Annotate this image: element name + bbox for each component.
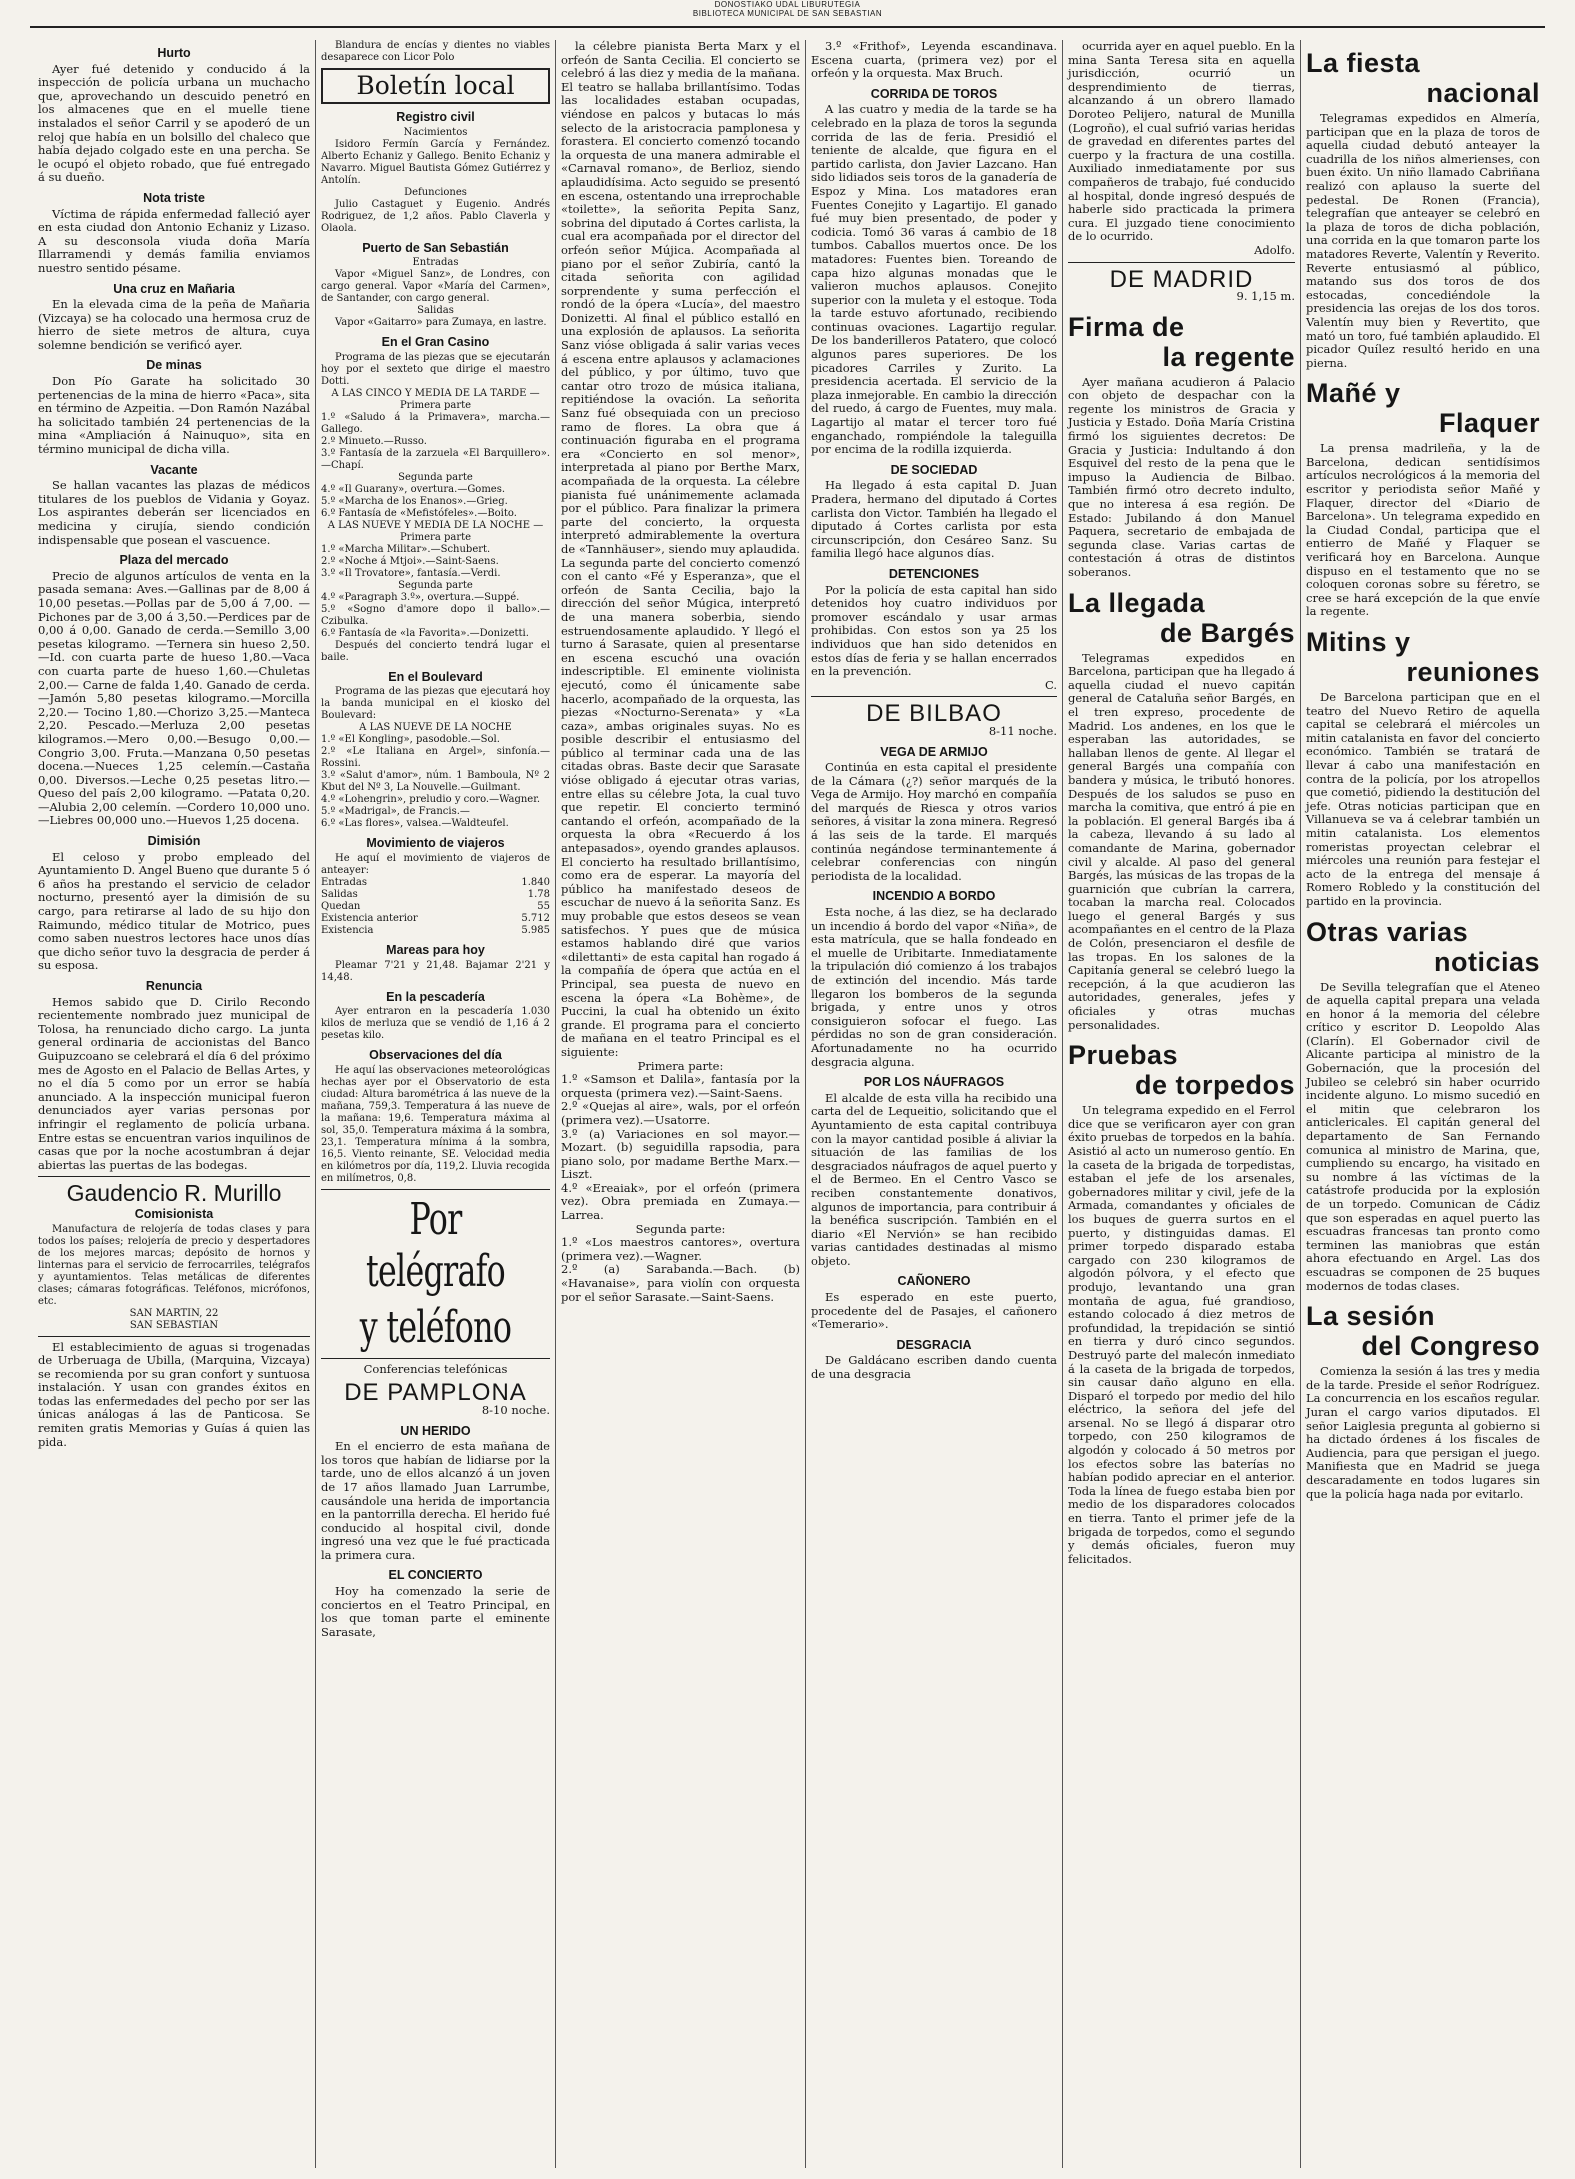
story-body: Ayer mañana acudieron á Palacio con objeto de despachar con la regente los ministros de Gracia y Justicia y Estado. Doña María Cristina firmó los siguientes decretos: De Gracia y Justicia: Indultando á don Esquivel del resto de la pena que le impuso la Audiencia de Bilbao. También firmó otro decreto indulto, que no interesa á esa región. De Estado: Jubilando á don Manuel Paquera, secretario de embajada de segunda clase. Varias cartas de contestación á otras de distintos soberanos. xyxy=(1068,374,1295,579)
program-item: 1.º «Los maestros cantores», overtura (primera vez).—Wagner. xyxy=(561,1235,800,1263)
section-title: Puerto de San Sebastián xyxy=(362,240,509,255)
program-item: 3.º Fantasía de la zarzuela «El Barquillero».—Chapí. xyxy=(321,447,550,471)
story-body: El alcalde de esta villa ha recibido una carta del de Lequeitio, solicitando que el Ayuntamiento de esta capital contribuya con la mayor cantidad posible á aliviar la situación de las familias de los desgraciados náufragos de aquel puerto y el de Bermeo. En el Centro Vasco se reciben constantemente donativos, algunos de importancia, para contribuir á la benéfica suscripción. También en el diario «El Nervión» se han recibido varias cantidades destinadas al mismo objeto. xyxy=(811,1090,1057,1268)
column-2 xyxy=(315,40,555,2168)
signature: Adolfo. xyxy=(1254,242,1295,257)
section-body: Ayer entraron en la pescadería 1.030 kilos de merluza que se vendió de 1,16 á 2 pesetas kilo. xyxy=(321,1006,550,1042)
ad-address-1: SAN MARTIN, 22 xyxy=(129,1307,219,1319)
city-header: DE BILBAO xyxy=(866,700,1002,728)
divider xyxy=(321,1358,550,1359)
telegraph-title: Por telégrafo xyxy=(365,1193,505,1297)
dispatch-time: 8-10 noche. xyxy=(481,1402,550,1417)
story-body: Telegramas expedidos en Barcelona, participan que ha llegado á aquella ciudad el nuevo capitán general de Cataluña señor Bargés, en el tren expreso, procedente de Madrid. Los andenes, en los que le esperaban las autoridades, se hallaban llenos de gente. Al llegar el general Bargés una compañía con bandera y música, le tributó honores. Después de los saludos se puso en marcha la comitiva, que entró á pie en la población. El general Bargés iba á la cabeza, llevando á su lado al comandante de Marina, gobernador civil y alcalde. Al paso del general Bargés, las músicas de las tropas de la guarnición que cubrían la carrera, tocaban la marcha real. Colocados luego el general Bargés y sus acompañantes en el centro de la Plaza de Colón, presenciaron el desfile de las tropas. En los salones de la Capitanía general se celebró luego la recepción, á la que acudieron las autoridades, generales, jefes y oficiales y otras muchas personalidades. xyxy=(1068,650,1295,1032)
divider xyxy=(321,1189,550,1190)
ad-body: Manufactura de relojería de todas clases y para todos los países; relojería de precio y despertadores de los mejores marcas; depósito de hornos y linternas para el servicio de ferrocarriles, telégrafos y ayuntamientos. Telas metálicas de diferentes clases; cámaras fotográficas. Teléfonos, micrófonos, etc. xyxy=(38,1223,310,1307)
story-body: Hoy ha comenzado la serie de conciertos en el Teatro Principal, en los que toman parte el eminente Sarasate, xyxy=(321,1584,550,1639)
headline xyxy=(1068,588,1295,648)
story-body: Ha llegado á esta capital D. Juan Pradera, hermano del diputado á Cortes carlista don Victor. También ha llegado el diputado á Cortes carlista por esta circunscripción, don Cesáreo Sanz. Su familia llegó hace algunos días. xyxy=(811,478,1057,561)
headline-line: Mañé y xyxy=(1306,378,1401,409)
dispatch-time: 9. 1,15 m. xyxy=(1236,289,1295,304)
ad-subtitle: Comisionista xyxy=(134,1206,214,1221)
column-6 xyxy=(1300,40,1545,2168)
headline-line: noticias xyxy=(1433,946,1540,977)
section-body: Pleamar 7'21 y 21,48. Bajamar 2'21 y 14,48. xyxy=(321,959,550,983)
story-body: De Sevilla telegrafían que el Ateneo de aquella capital prepara una velada en honor á la memoria del célebre crítico y escritor D. Leopoldo Alas (Clarín). El Gobernador civil de Alicante participa al ministro de la Gobernación, que la procesión del Jubileo se celebró sin haber ocurrido incidente alguno. Lo mismo sucedió en el mitin que celebraron los anticlericales. El capitán general del departamento de San Fernando comunica al ministro de Marina, que, cumpliendo su encargo, ha visitado en su nombre á las víctimas de la catástrofe producida por la explosión de un torpedo. Comunican de Cádiz que son esperadas en aquel puerto las escuadras francesas tan pronto como terminen las maniobras que están ahora efectuando en Argel. Las dos escuadras se componen de 25 buques modernos de todas clases. xyxy=(1306,979,1540,1293)
headline-line: Otras varias xyxy=(1306,916,1469,947)
headline xyxy=(1068,312,1295,372)
masthead-line1: DONOSTIAKO UDAL LIBURUTEGIA xyxy=(714,0,861,9)
program-item: 2.º «Le Italiana en Argel», sinfonía.—Rossini. xyxy=(321,746,550,770)
table-row xyxy=(321,901,550,913)
story-body: De Barcelona participan que en el teatro del Nuevo Retiro de aquella capital se celebrará el miércoles un mitin catalanista en favor del concierto económico. También se tratará de llevar á cabo una manifestación en contra de la policía, por los atropellos que cometió, pidiendo la destitución del jefe. Otras noticias participan que en Villanueva se va á celebrar también un mitin catalanista. Los elementos romeristas proyectan celebrar el miércoles una reunión para festejar el acto de la entrega del mensaje á Romero Robledo y la constitución del partido en la provincia. xyxy=(1306,690,1540,908)
article-body: En la elevada cima de la peña de Mañaria (Vizcaya) se ha colocado una hermosa cruz de hierro de siete metros de altura, cuya solemne bendición se verificó ayer. xyxy=(38,297,310,352)
article-body: El celoso y probo empleado del Ayuntamiento D. Angel Bueno que durante 5 ó 6 años ha prestando el servicio de celador nocturno, presentó ayer la dimisión de su cargo, para retirarse al lado de su hijo don Raimundo, médico titular de Motrico, pues como saben nuestros lectores hace unos días que dicho señor tuvo la desgracia de perder á su esposa. xyxy=(38,849,310,973)
program-item: 1.º «Marcha Militar».—Schubert. xyxy=(321,543,491,555)
column-3 xyxy=(555,40,805,2168)
subhead: A LAS NUEVE DE LA NOCHE xyxy=(359,722,512,734)
program-heading: Primera parte: xyxy=(637,1058,724,1073)
table-row xyxy=(321,925,550,937)
program-item: 3.º «Il Trovatore», fantasía.—Verdi. xyxy=(321,567,501,579)
section-title: En el Boulevard xyxy=(388,669,483,684)
masthead-rule xyxy=(30,26,1545,28)
row-value: 5.985 xyxy=(521,924,550,936)
story-title: DE SOCIEDAD xyxy=(890,462,978,477)
headline-line: del Congreso xyxy=(1361,1331,1540,1362)
column-4 xyxy=(805,40,1062,2168)
program-item: 5.º «Madrigal», de Francis.— xyxy=(321,806,470,818)
headline-line: Mitins y xyxy=(1306,627,1411,657)
subhead: Entradas xyxy=(412,257,459,269)
program-item: 1.º «Saludo á la Primavera», marcha.—Gallego. xyxy=(321,411,550,435)
headline xyxy=(1306,378,1540,438)
headline-line: Pruebas xyxy=(1068,1040,1179,1071)
article-title: De minas xyxy=(146,358,202,373)
story-title: EL CONCIERTO xyxy=(388,1568,483,1583)
headline-line: La llegada xyxy=(1068,587,1206,618)
row-value: 55 xyxy=(537,900,550,912)
subhead: Defunciones xyxy=(404,186,467,198)
article-title: Plaza del mercado xyxy=(119,553,229,568)
story-body: A las cuatro y media de la tarde se ha celebrado en la plaza de toros la segunda corrida de las de feria. Presidió el teniente de alcalde, que figura en el partido carlista, don Javier Lazcano. Han sido lidiados seis toros de la ganadería de Espoz y Mina. Los matadores eran Fuentes Conejito y Lagartijo. El ganado fué muy bien presentado, de poder y codicia. Tomó 36 varas á cambio de 18 tumbos. Caballos muertos once. De los matadores: Fuentes bien. Toreando de capa hizo algunas monadas que le valieron muchos aplausos. Conejito superior con la muleta y el estoque. Toda la tarde estuvo afortunado, recibiendo continuas ovaciones. Lagartijo regular. De los banderilleros Patatero, que colocó algunos pares superiores. De los picadores Carriles y Zurito. La presidencia acertada. El servicio de la plaza inmejorable. En cambio la dirección del ruedo, á cargo de Fuentes, muy mala. Lagartijo al matar el tercer toro fué enganchado, rompiéndole la taleguilla por encima de la rodilla izquierda. xyxy=(811,102,1057,457)
story-body: Es esperado en este puerto, procedente del de Pasajes, el cañonero «Temerario». xyxy=(811,1290,1057,1332)
ad-body: El establecimiento de aguas si trogenadas de Urberuaga de Ubilla, (Marquina, Vizcaya) se recomienda por su gran confort y suntuosa instalación. Y usan con grandes éxitos en todas las enfermedades del pecho por ser las únicas análogas á las de Panticosa. Se remiten gratis Memorias y Guías á quien las pida. xyxy=(38,1339,310,1449)
article-body: Víctima de rápida enfermedad falleció ayer en esta ciudad don Antonio Echaniz y Lizaso. A su desconsola viuda doña María Illarramendi y demás familia enviamos nuestro sentido pésame. xyxy=(38,206,310,275)
masthead xyxy=(0,0,1575,34)
subhead: Salidas xyxy=(417,305,454,317)
story-title: VEGA DE ARMIJO xyxy=(880,744,988,759)
section-body: Programa de las piezas que se ejecutarán hoy por el sexteto que dirige el maestro Dotti. xyxy=(321,351,550,387)
table-row xyxy=(321,913,550,925)
article-body: Se hallan vacantes las plazas de médicos titulares de los pueblos de Vidania y Goyaz. Los aspirantes deberán ser licenciados en medicina y cirujía, siendo condición indispensable que posean el vascuence. xyxy=(38,478,310,547)
headline xyxy=(1068,1040,1295,1100)
divider xyxy=(811,696,1057,697)
masthead-line2: BIBLIOTECA MUNICIPAL DE SAN SEBASTIAN xyxy=(692,9,883,18)
signature: C. xyxy=(1044,677,1057,692)
headline xyxy=(1306,917,1540,977)
program-item: 4.º «Paragraph 3.º», overtura.—Suppé. xyxy=(321,591,520,603)
headline-line: Flaquer xyxy=(1438,408,1540,439)
telegraph-title: y teléfono xyxy=(359,1301,512,1353)
program-item: 4.º «Il Guarany», overtura.—Gomes. xyxy=(321,483,506,495)
headline-line: nacional xyxy=(1426,78,1540,108)
headline-line: de torpedos xyxy=(1134,1070,1295,1101)
column-5 xyxy=(1062,40,1300,2168)
story-title: INCENDIO A BORDO xyxy=(872,889,996,904)
section-title: En el Gran Casino xyxy=(381,335,490,350)
row-label: Entradas xyxy=(321,876,367,888)
program-item: 6.º Fantasía de «la Favorita».—Donizetti. xyxy=(321,627,529,639)
headline-line: La sesión xyxy=(1306,1301,1436,1332)
row-label: Quedan xyxy=(321,900,361,912)
headline-line: reuniones xyxy=(1406,657,1540,687)
article-title: Renuncia xyxy=(145,979,203,993)
article-body: Don Pío Garate ha solicitado 30 pertenencias de la mina de hierro «Paca», sita en término de Azpeitia. —Don Ramón Nazábal ha solicitado también 24 pertenencias de la mina «Ampliación á Nainuquo», sita en término municipal de dicha villa. xyxy=(38,374,310,457)
story-body: Continúa en esta capital el presidente de la Cámara (¿?) señor marqués de la Vega de Armijo. Hoy marchó en compañía del marqués de Riesca y otros varios señores, á visitar la zona minera. Regresó á las seis de la tarde. El marqués continúa negándose terminantemente á celebrar conferencias con ningún periodista de la localidad. xyxy=(811,760,1057,883)
story-body: ocurrida ayer en aquel pueblo. En la mina Santa Teresa sita en aquella jurisdicción, ocurrió un desprendimiento de tierras, alcanzando á un obrero llamado Doroteo Pelijero, natural de Munilla (Logroño), el cual sufrió varias heridas de gravedad en diferentes partes del cuerpo y la fractura de una costilla. Auxiliado inmediatamente por sus compañeros de trabajo, fué conducido al hospital, donde ingresó después de haberle sido practicada la primera cura. El juzgado tiene conocimiento de lo ocurrido. xyxy=(1068,40,1295,244)
section-body: Programa de las piezas que ejecutará hoy la banda municipal en el kiosko del Boulevard: xyxy=(321,686,550,722)
section-title: Registro civil xyxy=(396,110,475,124)
section-header: Boletín local xyxy=(321,68,550,104)
section-body: He aquí las observaciones meteorológicas hechas ayer por el Observatorio de esta ciudad: Altura barométrica á las nueve de la mañana, 759,3. Temperatura á las nueve de la mañana: 19,6. Temperatura máxima al sol, 35,0. Temperatura máxima á la sombra, 23,1. Temperatura mínima á la sombra, 16,5. Viento reinante, SE. Velocidad media en kilómetros por día, 119,2. Lluvia recogida en milímetros, 0,8. xyxy=(321,1064,550,1184)
city-header: DE MADRID xyxy=(1109,265,1254,293)
ad-intro: Blandura de encías y dientes no viables desaparece con Licor Polo xyxy=(321,40,550,63)
conference-label: Conferencias telefónicas xyxy=(363,1361,508,1376)
section-title: Mareas para hoy xyxy=(386,942,485,957)
table-row xyxy=(321,877,550,889)
story-body: La prensa madrileña, y la de Barcelona, dedican sentidísimos artículos necrológicos á la memoria del escritor y periodista señor Mañé y Flaquer, director del «Diario de Barcelona». Un telegrama expedido en la Ciudad Condal, participa que el entierro de Mañé y Flaquer se verificará hoy en Barcelona. Aunque dispuso en el testamento que no se coloquen coronas sobre su féretro, se cree se hará excepción de la que envíe la regente. xyxy=(1306,441,1540,619)
program-item: 5.º «Sogno d'amore dopo il ballo».—Czibulka. xyxy=(321,603,550,627)
headline xyxy=(1306,627,1540,687)
headline-line: la regente xyxy=(1162,341,1295,372)
program-item: 3.º «Salut d'amor», núm. 1 Bamboula, Nº 2 Kbut del Nº 3, La Nouvelle.—Guilmant. xyxy=(321,770,550,794)
program-item: 3.º (a) Variaciones en sol mayor.—Mozart. (b) seguidilla rapsodia, para piano solo, por madame Berthe Marx.—Liszt. xyxy=(561,1126,800,1182)
article-body: Precio de algunos artículos de venta en la pasada semana: Aves.—Gallinas par de 8,00 á 10,00 pesetas.—Pollas par de 5,00 á 7,00. —Pichones par de 3,00 á 3,50.—Perdices par de 0,00 á 0,00. Ganado de cerda.—Semillo 3,00 pesetas kilogramo. —Ternera sin hueso 2,50.—Id. con cuarta parte de hueso 1,80.—Vaca con cuarta parte de hueso 1,60.—Chuletas 2,00.— Carne de falda 1,40. Ganado de cerda.—Jamón 5,80 pesetas kilogramo.—Morcilla 2,20.— Tocino 1,80.—Chorizo 3,25.—Manteca 2,20. Pescado.—Merluza 2,00 pesetas kilogramos.—Mero 0,00.—Besugo 0,00.—Congrio 3,00. Fruta.—Manzana 0,50 pesetas docena.—Nueces 1,25 celemín.—Castaña 0,00. Diversos.—Leche 0,25 pesetas litro.—Queso del país 2,00 kilogramo. —Patata 0,20.—Alubia 2,00 celemín. —Cordero 10,000 uno.—Liebres 00,000 uno.—Huevos 1,25 docena. xyxy=(38,568,310,828)
section-body: Vapor «Gaitarro» para Zumaya, en lastre. xyxy=(335,317,547,329)
divider xyxy=(38,1336,310,1337)
story-title: CAÑONERO xyxy=(897,1274,971,1289)
section-body: Isidoro Fermín García y Fernández. Alberto Echaniz y Gallego. Benito Echaniz y Navarro. Miguel Bautista Gómez Gutiérrez y Antolín. xyxy=(321,138,550,186)
story-title: DESGRACIA xyxy=(896,1337,972,1352)
story-body: la célebre pianista Berta Marx y el orfeón de Santa Cecilia. El concierto se celebró á las diez y media de la mañana. El teatro se hallaba brillantísimo. Todas las localidades estaban ocupadas, viéndose en palcos y butacas lo más selecto de la aristocracia pamplonesa y forastera. El concierto comenzó tocando la orquesta de una manera admirable el «Carnaval romano», de Berlioz, siendo aplaudidísima. Acto seguido se presentó en escena, ostentando una irreprochable «toilette», la señorita Pepita Sanz, sobrina del diputado á Cortes carlista, la cual era acompañada por el director del orfeón señor Mújica. Acompañada al piano por el señor Zubiría, cantó la citada señorita con agilidad sorprendente y suma perfección el rondó de la ópera «Lucía», del maestro Donizetti. Al final el público estalló en una explosión de aplausos. La señorita Sanz vióse obligada á salir varias veces á escena entre aplausos y aclamaciones del público, y por último, tuvo que cantar otro trozo de música italiana, repitiéndose la ovación. La señorita Sanz fué obsequiada con un precioso ramo de flores. La obra que á continuación figuraba en el programa era «Concierto en sol menor», interpretada al piano por Berthe Marx, acompañada de la orquesta. La célebre pianista fué unánimemente aclamada por el público. Para finalizar la primera parte del concierto, la orquesta interpretó admirablemente la overtura de «Tannhäuser», siendo muy aplaudida. La segunda parte del concierto comenzó con el canto «Fé y Esperanza», que el orfeón de Santa Cecilia, bajo la dirección del señor Múgica, interpretó de una manera soberbia, siendo estruendosamente aplaudido. Y llegó el turno á Sarasate, quien al presentarse en escena escuchó una ovación indescriptible. El eminente violinista ejecutó, como él únicamente sabe hacerlo, acompañado de la orquesta, las piezas «Nocturno-Serenata» y «La caza», ambas originales suyas. No es posible describir el entusiasmo del público al terminar cada una de las citadas obras. Baste decir que Sarasate vióse obligado á ejecutar otras varias, entre ellas su célebre Jota, la cual tuvo que repetir. El concierto terminó cantando el orfeón, acompañado de la orquesta la obra «Recuerdo á los antepasados», oyendo grandes aplausos. El concierto ha resultado brillantísimo, como era de esperar. La mayoría del público ha manifestado deseos de escuchar de nuevo á la señorita Sanz. Es muy probable que estos deseos se vean satisfechos. Y pues que de música estamos hablando diré que varios «dilettanti» de esta capital han rogado á la compañía de ópera que actúa en el Principal, sea puesta de nuevo en escena la ópera «La Bohème», de Puccini, la cual ha obtenido un éxito grande. El programa para el concierto de mañana en el teatro Principal es el siguiente: xyxy=(561,40,801,1059)
divider xyxy=(38,1176,310,1177)
story-title: POR LOS NÁUFRAGOS xyxy=(863,1075,1005,1090)
article-title: Hurto xyxy=(157,46,191,60)
article-title: Nota triste xyxy=(143,190,205,205)
story-body: Esta noche, á las diez, se ha declarado un incendio á bordo del vapor «Niña», de esta matrícula, que se halla fondeado en el muelle de Uribitarte. Inmediatamente la tripulación dió comienzo á los trabajos de extinción del incendio. Más tarde llegaron los bomberos de la segunda brigada, y entre unos y otros consiguieron sofocar el fuego. Las pérdidas no son de gran consideración. Afortunadamente no ha ocurrido desgracia alguna. xyxy=(811,905,1057,1069)
story-title: DETENCIONES xyxy=(888,566,980,581)
row-value: 5.712 xyxy=(521,912,550,924)
subhead: A LAS CINCO Y MEDIA DE LA TARDE — Primera parte xyxy=(331,387,540,411)
row-value: 1.840 xyxy=(521,876,550,888)
program-item: 1.º «El Kongling», pasodoble.—Sol. xyxy=(321,734,500,746)
program-item: 1.º «Samson et Dalila», fantasía por la orquesta (primera vez).—Saint-Saens. xyxy=(561,1072,800,1100)
section-body: Julio Castaguet y Eugenio. Andrés Rodriguez, de 1,2 años. Pablo Claverla y Olaola. xyxy=(321,198,550,234)
section-title: Movimiento de viajeros xyxy=(366,836,505,851)
row-value: 1.78 xyxy=(527,888,550,900)
column-1 xyxy=(33,40,315,2168)
program-item: Segunda parte xyxy=(398,471,473,483)
headline-line: de Bargés xyxy=(1159,617,1295,648)
program-item: 6.º Fantasía de «Mefistófeles».—Boito. xyxy=(321,507,517,519)
story-body: Por la policía de esta capital han sido detenidos hoy cuatro individuos por promover escándalo y usar armas prohibidas. Con estos son ya 25 los individuos que han sido detenidos en estos días de feria y se hallan encerrados en la prevención. xyxy=(811,582,1057,679)
row-label: Existencia anterior xyxy=(321,912,418,924)
program-item: 5.º «Marcha de los Enanos».—Grieg. xyxy=(321,495,508,507)
article-title: Dimisión xyxy=(147,834,201,849)
story-title: CORRIDA DE TOROS xyxy=(870,86,998,101)
subhead: A LAS NUEVE Y MEDIA DE LA NOCHE — Primera parte xyxy=(327,519,544,543)
headline xyxy=(1306,1301,1540,1361)
section-body: Vapor «Miguel Sanz», de Londres, con cargo general. Vapor «María del Carmen», de Santander, con cargo general. xyxy=(321,269,550,305)
headline-line: Firma de xyxy=(1068,311,1185,342)
program-item: 2.º «Quejas al aire», wals, por el orfeón (primera vez).—Usatorre. xyxy=(561,1099,800,1127)
headline-line: La fiesta xyxy=(1306,48,1421,78)
divider xyxy=(1068,262,1295,263)
program-item: 2.º Minueto.—Russo. xyxy=(321,435,427,447)
story-body: Telegramas expedidos en Almería, participan que en la plaza de toros de aquella ciudad debutó anteayer la cuadrilla de los niños almerienses, con buen éxito. Un niño llamado Cabriñana realizó con aplauso la suerte del pedestal. De Ronen (Francia), telegrafían que anteayer se celebró en la plaza de toros de dicha población, una corrida en la que tomaron parte los matadores Reverte, Valentín y Reverito. Reverte entusiasmó al público, matando sus dos toros de dos estocadas, concediéndole la presidencia las orejas de los dos toros. Valentín muy bien y Revertito, que mató un toro, fué también aplaudido. El picador Quílez resultó herido en una pierna. xyxy=(1306,111,1540,370)
story-body: Un telegrama expedido en el Ferrol dice que se verificaron ayer con gran éxito pruebas de torpedos en la bahía. Asistió al acto un numeroso gentío. En la caseta de la brigada de torpedistas, estaban el jefe de los arsenales, gobernadores militar y civil, jefe de la Armada, comandantes y oficiales de los buques de guerra surtos en el puerto, y distinguidas damas. El primer torpedo disparado estaba cargado con 230 kilogramos de algodón pólvora, y el efecto que produjo, levantando una gran montaña de agua, fué grandioso, estando colocado á diez metros de profundidad, la trepidación se sintió en tierra y duró cinco segundos. Destruyó parte del malecón inmediato á la caseta de la brigada de torpedos, sin causar daño alguno en ella. Disparó el torpedo por medio del hilo eléctrico, la señora del jefe del arsenal. No se llegó á disparar otro torpedo, con 250 kilogramos de algodón y colocado á 50 metros por los efectos sobre las baterías no habían podido apreciar en el anterior. Toda la línea de fuego estaba bien por medio de los disparadores colocados en tierra. Tanto el primer jefe de la brigada de torpedos, como el segundo y demás oficiales, fueron muy felicitados. xyxy=(1068,1103,1295,1566)
story-title: UN HERIDO xyxy=(400,1423,471,1438)
program-item: 2.º «Noche á Mtjoi».—Saint-Saens. xyxy=(321,555,499,567)
row-label: Salidas xyxy=(321,888,358,900)
story-body: Comienza la sesión á las tres y media de la tarde. Preside el señor Rodríguez. La concurrencia en los escaños regular. Juran el cargo varios diputados. El señor Laiglesia pregunta al gobierno si ha dictado órdenes á los fiscales de Audiencia, para que persigan el juego. Manifiesta que en Madrid se juega descaradamente en todos lugares sin que la policía haga nada por evitarlo. xyxy=(1306,1364,1540,1501)
program-item: 6.º «Las flores», valsea.—Waldteufel. xyxy=(321,818,509,830)
subhead: Nacimientos xyxy=(403,126,468,138)
program-item: 2.º (a) Sarabanda.—Bach. (b) «Havanaise», para violín con orquesta por el señor Sarasate.—Saint-Saens. xyxy=(561,1262,800,1304)
ad-address-2: SAN SEBASTIAN xyxy=(129,1319,219,1331)
program-item: Segunda parte xyxy=(398,579,473,591)
article-body: Ayer fué detenido y conducido á la inspección de policía urbana un muchacho que, aprovechando un descuido penetró en los almacenes que en el muelle tiene instalados el señor Carril y se apoderó de un reloj que había en un bolsillo del chaleco que había dejado colgado este en una percha. Se le ocupó el objeto robado, que fué entregado á su dueño. xyxy=(38,61,310,185)
table-row xyxy=(321,889,550,901)
section-body: He aquí el movimiento de viajeros de anteayer: xyxy=(321,852,550,876)
section-note: Después del concierto tendrá lugar el baile. xyxy=(321,639,550,663)
city-header: DE PAMPLONA xyxy=(344,1379,527,1407)
section-title: En la pescadería xyxy=(386,989,485,1004)
ad-title: Gaudencio R. Murillo xyxy=(66,1180,282,1207)
story-body: 3.º «Frithof», Leyenda escandinava. Escena cuarta, (primera vez) por el orfeón y la orquesta. Max Bruch. xyxy=(811,40,1057,81)
section-title: Observaciones del día xyxy=(369,1048,502,1063)
program-item: 4.º «Ereaiak», por el orfeón (primera vez). Obra premiada en Zumaya.—Larrea. xyxy=(561,1180,800,1223)
story-body: En el encierro de esta mañana de los toros que habían de lidiarse por la tarde, uno de ellos alcanzó á un joven de 17 años llamado Juan Larrumbe, causándole una herida de importancia en la pantorrilla derecha. El herido fué conducido al hospital civil, donde ingresó una vez que le fué practicada la primera cura. xyxy=(321,1439,550,1562)
story-body: De Galdácano escriben dando cuenta de una desgracia xyxy=(811,1353,1057,1382)
row-label: Existencia xyxy=(321,924,374,936)
program-item: 4.º «Lohengrin», preludio y coro.—Wagner. xyxy=(321,794,541,806)
headline xyxy=(1306,48,1540,108)
article-title: Una cruz en Mañaria xyxy=(113,281,235,296)
article-body: Hemos sabido que D. Cirilo Recondo recientemente nombrado juez municipal de Tolosa, ha renunciado dicho cargo. La junta general ordinaria de accionistas del Banco Guipuzcoano se celebrará el día 6 del próximo mes de Agosto en el Palacio de Bellas Artes, y no el día 5 como por un error se había anunciado. A la inspección municipal fueron denunciados ayer varias personas por infringir el reglamento de policía urbana. Entre estas se encuentran varios inquilinos de casas que por la noche acostumbran á dejar abiertas las puertas de las bodegas. xyxy=(38,994,310,1172)
article-title: Vacante xyxy=(150,462,198,477)
dispatch-time: 8-11 noche. xyxy=(988,723,1057,738)
program-heading: Segunda parte: xyxy=(635,1221,726,1236)
